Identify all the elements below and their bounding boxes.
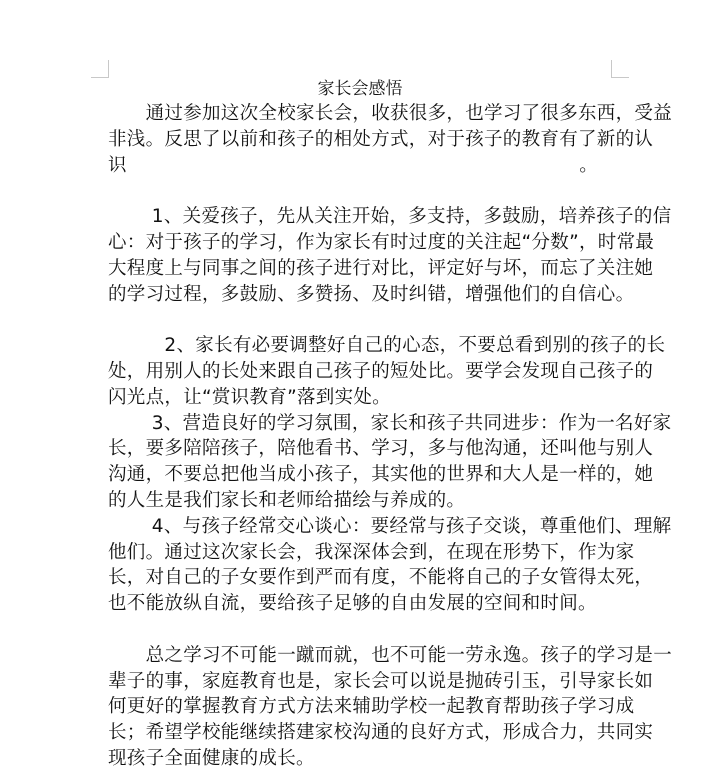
paragraph-point-2 [108, 333, 666, 410]
text-line: 通过参加这次全校家长会，收获很多，也学习了很多东西，受益 [108, 103, 673, 124]
trailing-period: 。 [579, 154, 598, 176]
text-line: 沟通，不要总把他当成小孩子，其实他的世界和大人是一样的，她 [108, 464, 654, 486]
paragraph-point-3 [108, 411, 672, 514]
margin-corner-mark-top-left [91, 60, 109, 78]
text-line: 总之学习不可能一蹴而就，也不可能一劳永逸。孩子的学习是一 [108, 644, 673, 666]
text-line: 的学习过程，多鼓励、多赞扬、及时纠错，增强他们的自信心。 [108, 283, 635, 305]
text-line: 非浅。反思了以前和孩子的相处方式，对于孩子的教育有了新的认 [108, 128, 654, 150]
text-line: 大程度上与同事之间的孩子进行对比，评定好与坏，而忘了关注她 [108, 257, 654, 279]
document-page [108, 77, 673, 772]
text-line: 处，用别人的长处来跟自己孩子的短处比。要学会发现自己孩子的 [108, 360, 654, 382]
text-line: 2、家长有必要调整好自己的心态，不要总看到别的孩子的长 [108, 335, 666, 357]
paragraph-point-4 [108, 514, 672, 617]
text-line: 辈子的事，家庭教育也是，家长会可以说是抛砖引玉，引导家长如 [108, 670, 654, 692]
text-line: 长；希望学校能继续搭建家校沟通的良好方式，形成合力，共同实 [108, 722, 654, 744]
paragraph-conclusion [108, 643, 673, 772]
blank-line [108, 307, 612, 333]
blank-line [108, 617, 612, 643]
text-line: 他们。通过这次家长会，我深深体会到，在现在形势下，作为家 [108, 541, 635, 563]
text-line: 闪光点，让“赏识教育”落到实处。 [108, 386, 391, 408]
document-title: 家长会感悟 [317, 79, 403, 99]
text-line: 3、营造良好的学习氛围，家长和孩子共同进步：作为一名好家 [108, 412, 672, 434]
text-line: 何更好的掌握教育方式方法来辅助学校一起教育帮助孩子学习成 [108, 696, 635, 718]
text-fragment: 识 [108, 154, 127, 176]
paragraph-point-1 [108, 204, 672, 307]
text-line [108, 153, 612, 179]
text-line: 长，对自己的子女要作到严而有度，不能将自己的子女管得太死， [108, 567, 654, 589]
text-line: 也不能放纵自流，要给孩子足够的自由发展的空间和时间。 [108, 593, 597, 615]
text-line: 现孩子全面健康的成长。 [108, 747, 315, 769]
text-line: 的人生是我们家长和老师给描绘与养成的。 [108, 489, 466, 511]
paragraph-intro [108, 101, 673, 178]
margin-corner-mark-top-right [611, 60, 629, 78]
blank-line [108, 178, 612, 204]
text-line: 4、与孩子经常交心谈心：要经常与孩子交谈，尊重他们、理解 [108, 515, 672, 537]
text-line: 心：对于孩子的学习，作为家长有时过度的关注起“分数”，时常最 [108, 231, 655, 253]
text-line: 1、关爱孩子，先从关注开始，多支持，多鼓励，培养孩子的信 [108, 206, 672, 228]
text-line: 长，要多陪陪孩子，陪他看书、学习，多与他沟通，还叫他与别人 [108, 438, 654, 460]
